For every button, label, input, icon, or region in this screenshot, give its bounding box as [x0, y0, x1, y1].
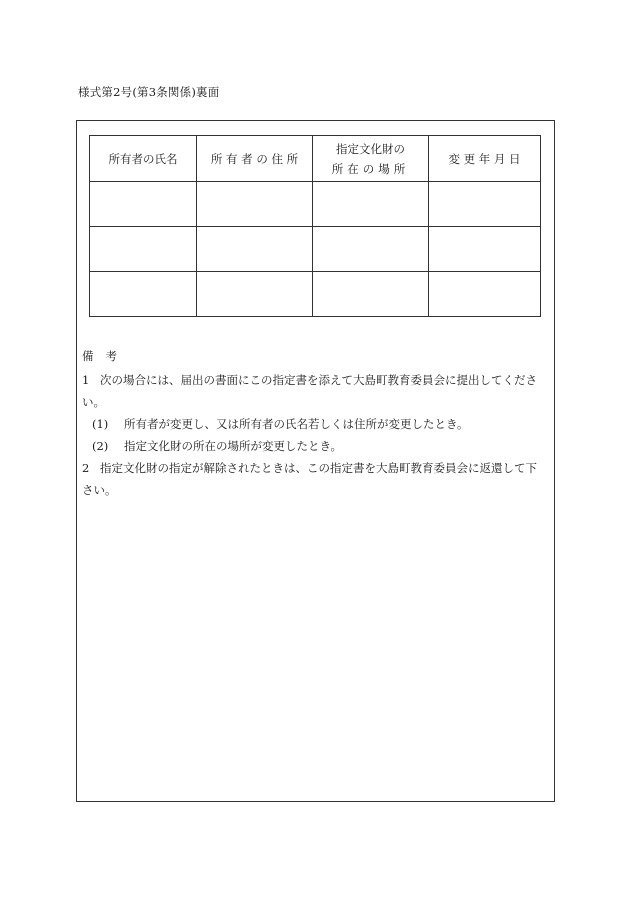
note-item-number: 2 [82, 461, 90, 475]
table-row [90, 227, 541, 272]
table-cell [429, 272, 541, 317]
header-change-date-label: 変 更 年 月 日 [448, 151, 521, 166]
note-subitem-1 [82, 413, 552, 435]
header-owner-address-label: 所 有 者 の 住 所 [210, 151, 299, 166]
table-cell [90, 227, 197, 272]
table-cell [429, 227, 541, 272]
header-property-location [313, 136, 429, 182]
header-change-date [429, 136, 541, 182]
table-cell [90, 182, 197, 227]
table-row [90, 182, 541, 227]
notes-section [82, 345, 552, 501]
owner-change-table [89, 135, 541, 317]
table-cell [197, 272, 313, 317]
note-item-number: 1 [82, 373, 90, 387]
note-item-continuation: さい。 [82, 483, 117, 497]
note-subitem-text: 指定文化財の所在の場所が変更したとき。 [124, 439, 343, 453]
note-item-continuation: い。 [82, 395, 105, 409]
note-subitem-number: (2) [92, 439, 109, 453]
note-item-text: 次の場合には、届出の書面にこの指定書を添えて大島町教育委員会に提出してくださ [100, 373, 537, 387]
note-subitem-text: 所有者が変更し、又は所有者の氏名若しくは住所が変更したとき。 [124, 417, 469, 431]
header-owner-name [90, 136, 197, 182]
note-item-2 [82, 457, 552, 479]
header-property-location-line1: 指定文化財の [336, 141, 405, 156]
header-property-location-line2: 所在の場所 [331, 161, 410, 176]
table-cell [429, 182, 541, 227]
note-subitem-number: (1) [92, 417, 109, 431]
table-cell [197, 227, 313, 272]
header-owner-name-label: 所有者の氏名 [108, 151, 178, 166]
table-cell [313, 272, 429, 317]
table-row [90, 272, 541, 317]
note-subitem-2 [82, 435, 552, 457]
table-cell [90, 272, 197, 317]
note-item-text: 指定文化財の指定が解除されたときは、この指定書を大島町教育委員会に返還して下 [100, 461, 537, 475]
table-header-row [90, 136, 541, 182]
form-title: 様式第2号(第3条関係)裏面 [78, 85, 220, 99]
header-owner-address [197, 136, 313, 182]
table-cell [313, 227, 429, 272]
notes-title: 備考 [82, 349, 129, 363]
table-cell [197, 182, 313, 227]
note-item-1 [82, 369, 552, 391]
table-cell [313, 182, 429, 227]
